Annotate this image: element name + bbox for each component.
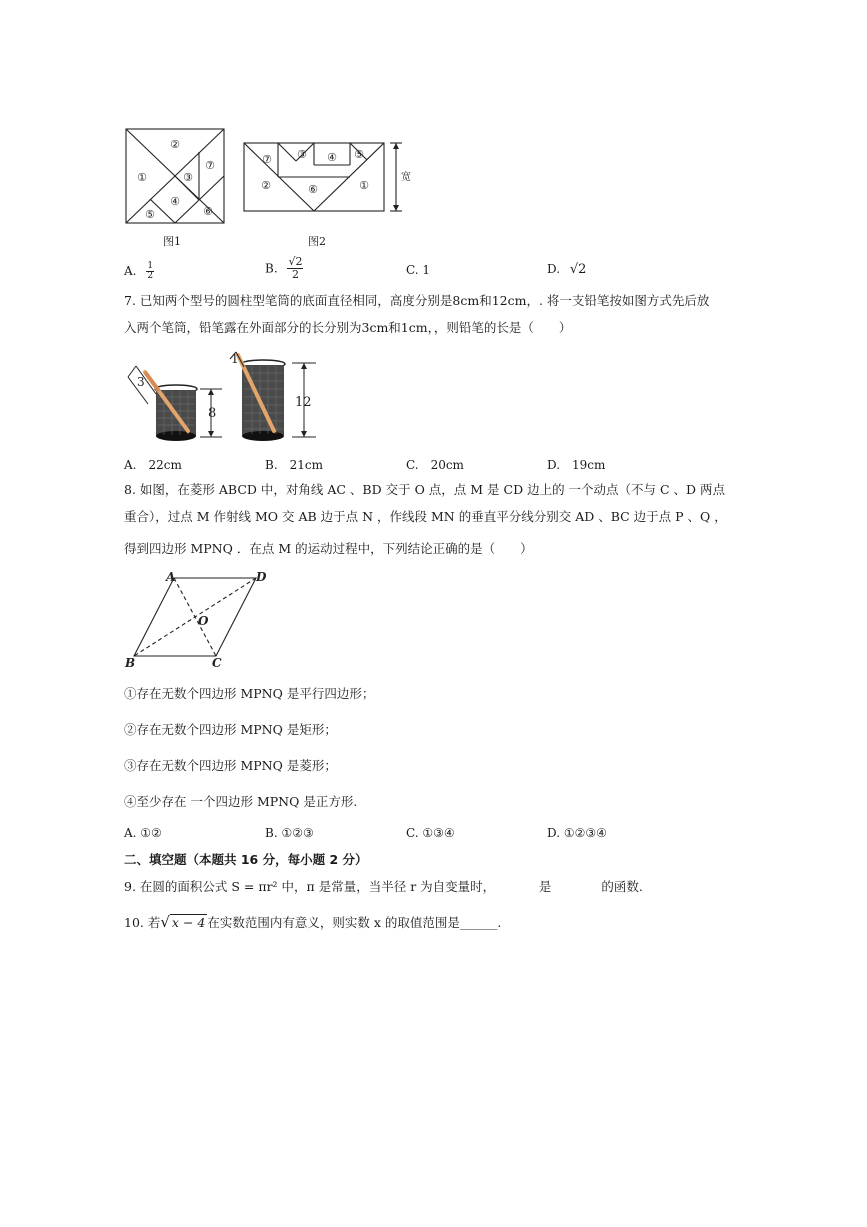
fig2-label-4: ④: [327, 151, 337, 164]
fig2-label-2: ②: [261, 179, 271, 192]
q8-statement-3: ③存在无数个四边形 MPNQ 是菱形；: [124, 758, 337, 773]
q7-fig-right-exposed-label: 1: [231, 352, 239, 366]
fig2-label-1: ①: [359, 179, 369, 192]
fig1-label-1: ①: [137, 171, 147, 184]
q6-option-c[interactable]: C. 1: [406, 263, 431, 277]
q6-option-d-value: √2: [569, 262, 587, 277]
q10-prefix: 10. 若: [124, 915, 161, 930]
q8-statement-2: ②存在无数个四边形 MPNQ 是矩形；: [124, 722, 337, 737]
fig1-label-6: ⑥: [203, 205, 213, 218]
q7-option-a[interactable]: A. 22cm: [124, 458, 182, 472]
q6-option-a-denominator: 2: [147, 271, 154, 281]
fig2-label-5: ⑤: [354, 148, 364, 161]
q7-fig-left-exposed-label: 3: [137, 375, 145, 389]
q6-option-a-label: A.: [124, 264, 137, 278]
fig1-label-3: ③: [183, 171, 193, 184]
section-title-fill-in: 二、填空题（本题共 16 分，每小题 2 分）: [124, 852, 368, 867]
q8-option-b[interactable]: B. ①②③: [265, 826, 314, 840]
q6-option-d-label: D.: [547, 262, 561, 276]
q6-option-b-numerator: √2: [288, 255, 303, 268]
q7-text-line-2: 入两个笔筒，铅笔露在外面部分的长分别为3cm和1cm，，则铅笔的长是（ ）: [124, 320, 572, 335]
q7-option-c[interactable]: C. 20cm: [406, 458, 464, 472]
q8-option-a[interactable]: A. ①②: [124, 826, 162, 840]
q6-fig1-caption: 图1: [163, 235, 181, 248]
q8-option-d[interactable]: D. ①②③④: [547, 826, 607, 840]
q6-figure-2: [240, 137, 412, 217]
q6-fig2-caption: 图2: [308, 235, 326, 248]
fig2-label-3: ③: [297, 148, 307, 161]
q6-option-a-numerator: 1: [147, 261, 154, 271]
q7-option-b[interactable]: B. 21cm: [265, 458, 324, 472]
fig1-label-4: ④: [170, 195, 180, 208]
q10-radicand: x − 4: [171, 915, 206, 930]
fig2-label-7: ⑦: [262, 153, 272, 166]
q8-vertex-d: D: [256, 570, 267, 584]
q7-option-d[interactable]: D. 19cm: [547, 458, 606, 472]
q8-point-o: O: [198, 614, 209, 628]
q10-suffix: 在实数范围内有意义，则实数 x 的取值范围是______.: [207, 915, 502, 930]
q8-text-line-3: 得到四边形 MPNQ ．在点 M 的运动过程中，下列结论正确的是（ ）: [124, 541, 533, 556]
q6-option-b[interactable]: [265, 256, 303, 281]
q8-text-line-2: 重合），过点 M 作射线 MO 交 AB 边于点 N ，作线段 MN 的垂直平分线分别交 AD 、BC 边于点 P 、Q ，: [124, 509, 727, 524]
q6-option-b-denominator: 2: [291, 268, 299, 281]
q6-figure-1: [124, 127, 228, 227]
fig2-label-6: ⑥: [308, 183, 318, 196]
q8-statement-1: ①存在无数个四边形 MPNQ 是平行四边形；: [124, 686, 375, 701]
q9-text: 9. 在圆的面积公式 S = πr² 中，π 是常量，当半径 r 为自变量时， 是 的函数.: [124, 879, 643, 894]
q8-vertex-c: C: [212, 656, 222, 670]
q7-fig-right-height-label: 12: [295, 395, 312, 410]
fig2-width-label: 宽: [401, 172, 411, 183]
q7-fig-left-height-label: 8: [208, 406, 217, 421]
q8-statement-4: ④至少存在 一个四边形 MPNQ 是正方形.: [124, 794, 358, 809]
q6-option-a[interactable]: [124, 262, 154, 281]
pen-holder-tall: [238, 355, 285, 441]
q7-figure: [122, 349, 322, 447]
fig1-label-2: ②: [170, 138, 180, 151]
fig1-label-7: ⑦: [205, 159, 215, 172]
q10-text: [124, 914, 501, 931]
q8-rhombus-figure: [120, 568, 272, 670]
q7-text-line-1: 7. 已知两个型号的圆柱型笔筒的底面直径相同，高度分别是8cm和12cm，. 将一支铅笔按如图方式先后放: [124, 293, 710, 308]
q8-vertex-b: B: [125, 656, 136, 670]
radical-sign-icon: √: [160, 913, 170, 931]
q6-option-b-label: B.: [265, 261, 278, 276]
pen-holder-small: [145, 372, 197, 441]
q8-text-line-1: 8. 如图，在菱形 ABCD 中，对角线 AC 、BD 交于 O 点，点 M 是 CD 边上的 一个动点（不与 C 、D 两点: [124, 482, 726, 497]
q8-vertex-a: A: [166, 570, 176, 584]
q6-option-d[interactable]: [547, 262, 586, 277]
q8-option-c[interactable]: C. ①③④: [406, 826, 455, 840]
fig1-label-5: ⑤: [145, 208, 155, 221]
